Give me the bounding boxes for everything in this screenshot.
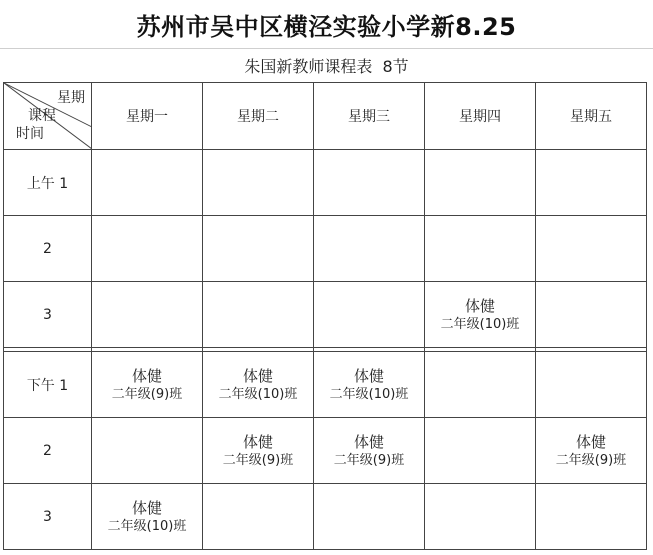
afternoon-period-row — [4, 484, 647, 550]
timetable-cell-friday — [536, 282, 647, 348]
timetable-body — [4, 83, 647, 550]
period-label: 下午 1 — [4, 352, 92, 418]
school-title: 苏州市吴中区横泾实验小学新8.25 — [136, 12, 517, 41]
course-subject: 体健 — [131, 366, 162, 385]
day-header-tuesday: 星期二 — [203, 83, 314, 150]
course-class: 二年级(10)班 — [107, 518, 187, 534]
teacher-timetable-subtitle: 朱国新教师课程表 8节 — [244, 57, 409, 76]
timetable-cell-friday — [536, 484, 647, 550]
corner-header-cell — [4, 83, 92, 150]
course-subject: 体健 — [464, 296, 495, 315]
period-label: 3 — [4, 484, 92, 550]
header-row — [4, 83, 647, 150]
period-label: 3 — [4, 282, 92, 348]
corner-label-course: 课程 — [28, 108, 56, 124]
timetable-cell-thursday — [425, 484, 536, 550]
course-class: 二年级(10)班 — [329, 386, 409, 402]
course-class: 二年级(10)班 — [440, 316, 520, 332]
timetable-cell-thursday — [425, 282, 536, 348]
corner-label-weekday: 星期 — [57, 90, 85, 106]
day-header-friday: 星期五 — [536, 83, 647, 150]
timetable-cell-monday — [92, 418, 203, 484]
timetable-cell-wednesday — [314, 484, 425, 550]
day-header-monday: 星期一 — [92, 83, 203, 150]
course-class: 二年级(9)班 — [333, 452, 405, 468]
course-entry — [92, 498, 202, 536]
timetable-cell-tuesday — [203, 150, 314, 216]
course-subject: 体健 — [131, 498, 162, 517]
course-subject: 体健 — [242, 432, 273, 451]
course-class: 二年级(9)班 — [222, 452, 294, 468]
timetable-cell-wednesday — [314, 418, 425, 484]
morning-period-row — [4, 150, 647, 216]
course-entry — [536, 432, 646, 470]
morning-period-row — [4, 216, 647, 282]
course-subject: 体健 — [353, 432, 384, 451]
timetable-cell-wednesday — [314, 352, 425, 418]
day-header-wednesday: 星期三 — [314, 83, 425, 150]
title-row — [0, 0, 653, 49]
timetable-cell-tuesday — [203, 484, 314, 550]
course-entry — [314, 432, 424, 470]
timetable-cell-friday — [536, 418, 647, 484]
day-header-thursday: 星期四 — [425, 83, 536, 150]
timetable-cell-friday — [536, 352, 647, 418]
timetable-cell-friday — [536, 150, 647, 216]
corner-label-time: 时间 — [16, 126, 44, 142]
course-entry — [92, 366, 202, 404]
course-class: 二年级(9)班 — [555, 452, 627, 468]
timetable-cell-monday — [92, 216, 203, 282]
period-label: 上午 1 — [4, 150, 92, 216]
timetable-cell-wednesday — [314, 216, 425, 282]
morning-period-row — [4, 282, 647, 348]
timetable-cell-monday — [92, 484, 203, 550]
afternoon-period-row — [4, 418, 647, 484]
course-entry — [203, 432, 313, 470]
timetable-cell-monday — [92, 352, 203, 418]
timetable-cell-monday — [92, 282, 203, 348]
timetable-grid — [3, 82, 647, 550]
timetable-cell-tuesday — [203, 352, 314, 418]
timetable-cell-friday — [536, 216, 647, 282]
course-class: 二年级(10)班 — [218, 386, 298, 402]
timetable-cell-thursday — [425, 352, 536, 418]
course-subject: 体健 — [353, 366, 384, 385]
timetable-cell-thursday — [425, 150, 536, 216]
timetable-cell-wednesday — [314, 150, 425, 216]
afternoon-period-row — [4, 352, 647, 418]
course-entry — [425, 296, 535, 334]
timetable-cell-wednesday — [314, 282, 425, 348]
timetable-cell-tuesday — [203, 282, 314, 348]
period-label: 2 — [4, 418, 92, 484]
course-entry — [314, 366, 424, 404]
course-subject: 体健 — [242, 366, 273, 385]
subtitle-row — [0, 49, 653, 82]
period-label: 2 — [4, 216, 92, 282]
timetable-cell-tuesday — [203, 216, 314, 282]
timetable-cell-thursday — [425, 216, 536, 282]
timetable-cell-tuesday — [203, 418, 314, 484]
course-entry — [203, 366, 313, 404]
timetable-cell-monday — [92, 150, 203, 216]
course-class: 二年级(9)班 — [111, 386, 183, 402]
course-subject: 体健 — [575, 432, 606, 451]
timetable-cell-thursday — [425, 418, 536, 484]
